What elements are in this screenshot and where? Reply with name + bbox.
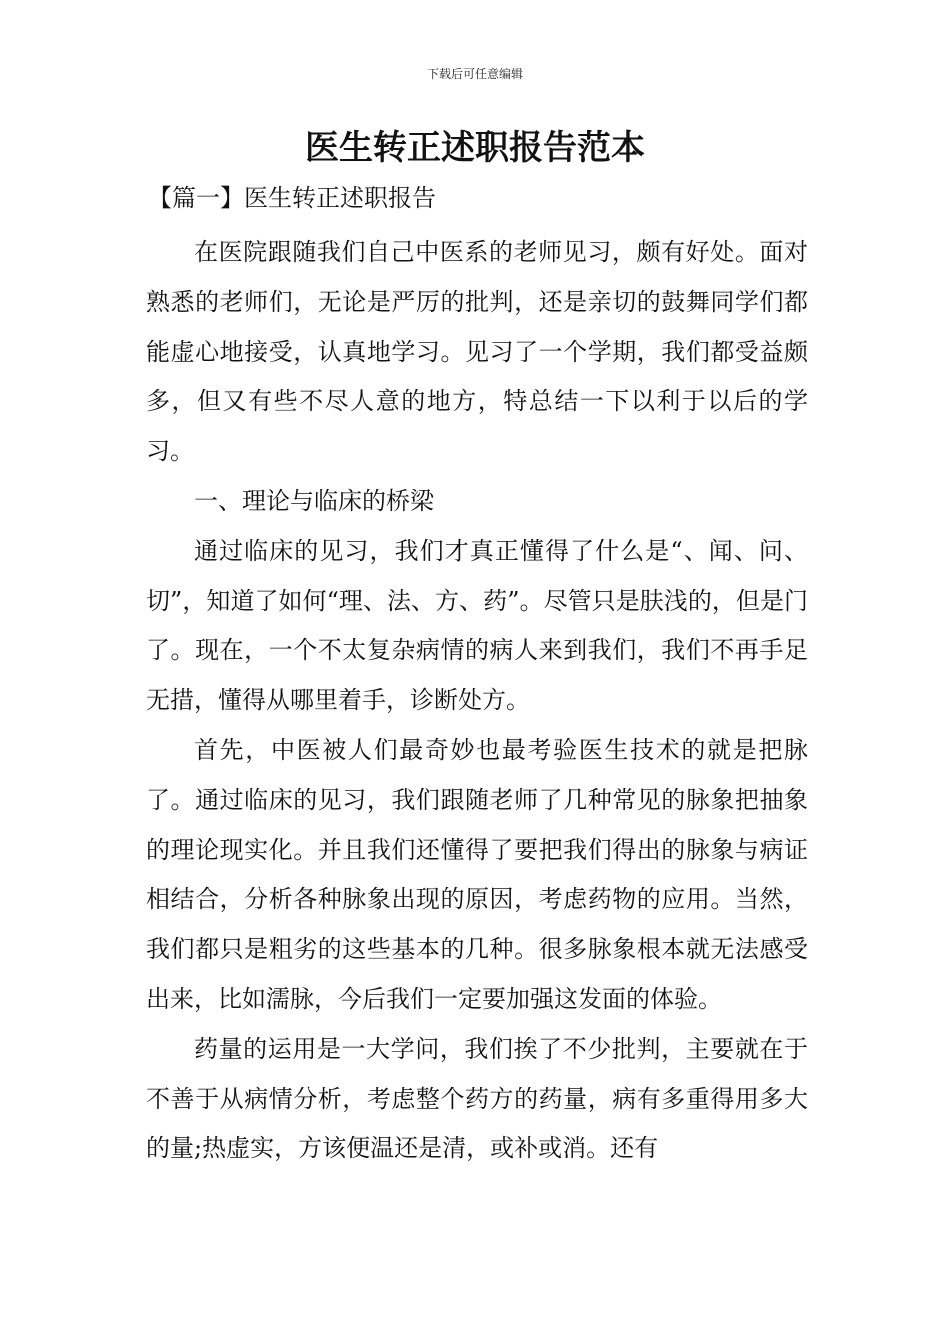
paragraph-diagnosis: 通过临床的见习，我们才真正懂得了什么是“、闻、问、切”，知道了如何“理、法、方、药”。尽管只是肤浅的，但是门了。现在，一个不太复杂病情的病人来到我们，我们不再手足无措，懂得从哪里着手，诊断处方。: [146, 536, 808, 715]
header-note: 下载后可任意编辑: [426, 67, 523, 81]
paragraph-pulse: 首先，中医被人们最奇妙也最考验医生技术的就是把脉了。通过临床的见习，我们跟随老师了几种常见的脉象把抽象的理论现实化。并且我们还懂得了要把我们得出的脉象与病证相结合，分析各种脉象出现的原因，考虑药物的应用。当然，我们都只是粗劣的这些基本的几种。很多脉象根本就无法感受出来，比如濡脉，今后我们一定要加强这发面的体验。: [146, 735, 808, 1013]
subheading-theory-clinic: 一、理论与临床的桥梁: [194, 486, 434, 515]
document-title: 医生转正述职报告范本: [305, 128, 645, 168]
paragraph-dosage: 药量的运用是一大学问，我们挨了不少批判，主要就在于不善于从病情分析，考虑整个药方的药量，病有多重得用多大的量;热虚实，方该便温还是清，或补或消。还有: [146, 1034, 808, 1163]
section-heading: 【篇一】医生转正述职报告: [148, 184, 436, 212]
paragraph-intro: 在医院跟随我们自己中医系的老师见习，颇有好处。面对熟悉的老师们，无论是严厉的批判，还是亲切的鼓舞同学们都能虚心地接受，认真地学习。见习了一个学期，我们都受益颇多，但又有些不尽人意的地方，特总结一下以利于以后的学习。: [146, 238, 808, 466]
document-body: [146, 228, 808, 1174]
